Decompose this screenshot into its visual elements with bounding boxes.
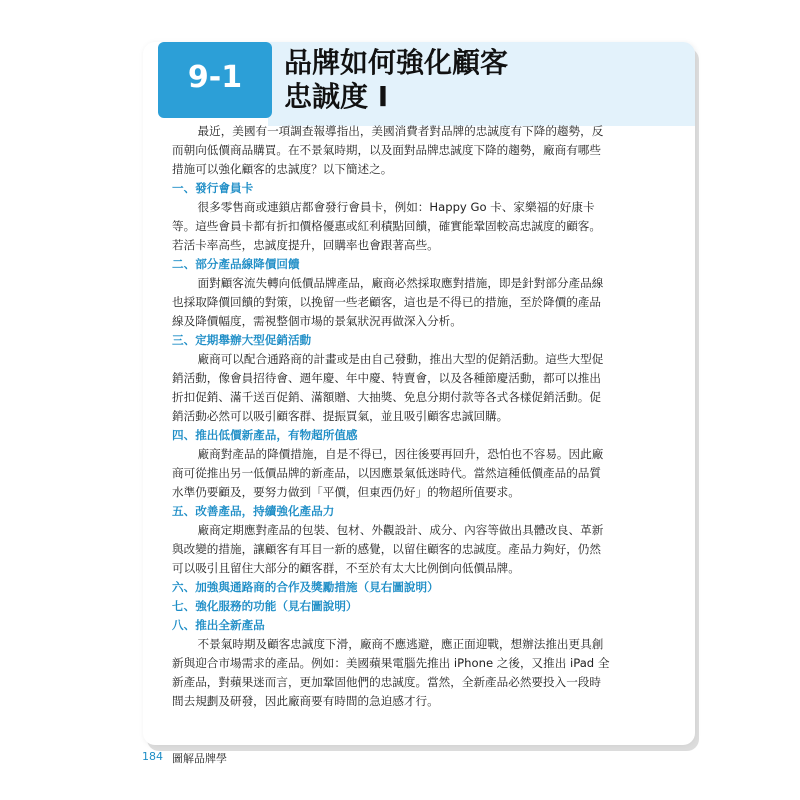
book-title: 圖解品牌學 <box>172 752 227 765</box>
section-heading: 五、改善產品，持續強化產品力 <box>172 504 335 518</box>
section-heading: 七、強化服務的功能（見右圖說明） <box>172 599 358 613</box>
section-body: 不景氣時期及顧客忠誠度下滑，廠商不應逃避，應正面迎戰，想辦法推出更具創新與迎合市場需求的產品。例如：美國蘋果電腦先推出 iPhone 之後，又推出 iPad 全新產品，對蘋果迷而言，更加鞏固他們的忠誠度。當然，全新產品必然要投入一段時間去規劃及研發，因此廠商要有時間的急迫感才行。 <box>172 637 610 708</box>
section-heading: 八、推出全新產品 <box>172 618 265 632</box>
section-number: 9-1 <box>187 60 243 95</box>
section-heading: 六、加強與通路商的合作及獎勵措施（見右圖說明） <box>172 580 439 594</box>
section-heading: 二、部分產品線降價回饋 <box>172 257 300 271</box>
section-heading: 四、推出低價新產品，有物超所值感 <box>172 428 358 442</box>
page-title-line2: 忠誠度 I <box>284 80 389 113</box>
section-body: 廠商對產品的降價措施，自是不得已，因往後要再回升，恐怕也不容易。因此廠商可從推出另一低價品牌的新產品，以因應景氣低迷時代。當然這種低價產品的品質水準仍要顧及，要努力做到「平價，但東西仍好」的物超所值要求。 <box>172 447 604 499</box>
section-3 <box>172 331 610 426</box>
section-8 <box>172 616 610 711</box>
intro-paragraph: 最近，美國有一項調查報導指出，美國消費者對品牌的忠誠度有下降的趨勢，反而朝向低價商品購買。在不景氣時期，以及面對品牌忠誠度下降的趨勢，廠商有哪些措施可以強化顧客的忠誠度？以下簡述之。 <box>172 124 604 176</box>
section-body: 廠商定期應對產品的包裝、包材、外觀設計、成分、內容等做出具體改良、革新與改變的措施，讓顧客有耳目一新的感覺，以留住顧客的忠誠度。產品力夠好，仍然可以吸引且留住大部分的顧客群，不至於有太大比例倒向低價品牌。 <box>172 523 604 575</box>
page-title <box>284 46 584 114</box>
section-body: 廠商可以配合通路商的計畫或是由自己發動，推出大型的促銷活動。這些大型促銷活動，像會員招待會、週年慶、年中慶、特賣會，以及各種節慶活動，都可以推出折扣促銷、滿千送百促銷、滿額贈、大抽獎、免息分期付款等各式各樣促銷活動。促銷活動必然可以吸引顧客群、提振買氣，並且吸引顧客忠誠回購。 <box>172 352 604 423</box>
section-7 <box>172 597 610 616</box>
page-number: 184 <box>142 750 163 763</box>
section-body: 很多零售商或連鎖店都會發行會員卡，例如：Happy Go 卡、家樂福的好康卡等。這些會員卡都有折扣價格優惠或紅利積點回饋，確實能鞏固較高忠誠度的顧客。若活卡率高些，忠誠度提升，回購率也會跟著高些。 <box>172 200 601 252</box>
article-body <box>172 122 610 711</box>
section-body: 面對顧客流失轉向低價品牌產品，廠商必然採取應對措施，即是針對部分產品線也採取降價回饋的對策，以挽留一些老顧客，這也是不得已的措施，至於降價的產品線及降價幅度，需視整個市場的景氣狀況再做深入分析。 <box>172 276 604 328</box>
section-heading: 三、定期舉辦大型促銷活動 <box>172 333 312 347</box>
section-2 <box>172 255 610 331</box>
section-5 <box>172 502 610 578</box>
page-title-line1: 品牌如何強化顧客 <box>284 46 509 79</box>
section-4 <box>172 426 610 502</box>
section-1 <box>172 179 610 255</box>
section-heading: 一、發行會員卡 <box>172 181 254 195</box>
section-6 <box>172 578 610 597</box>
